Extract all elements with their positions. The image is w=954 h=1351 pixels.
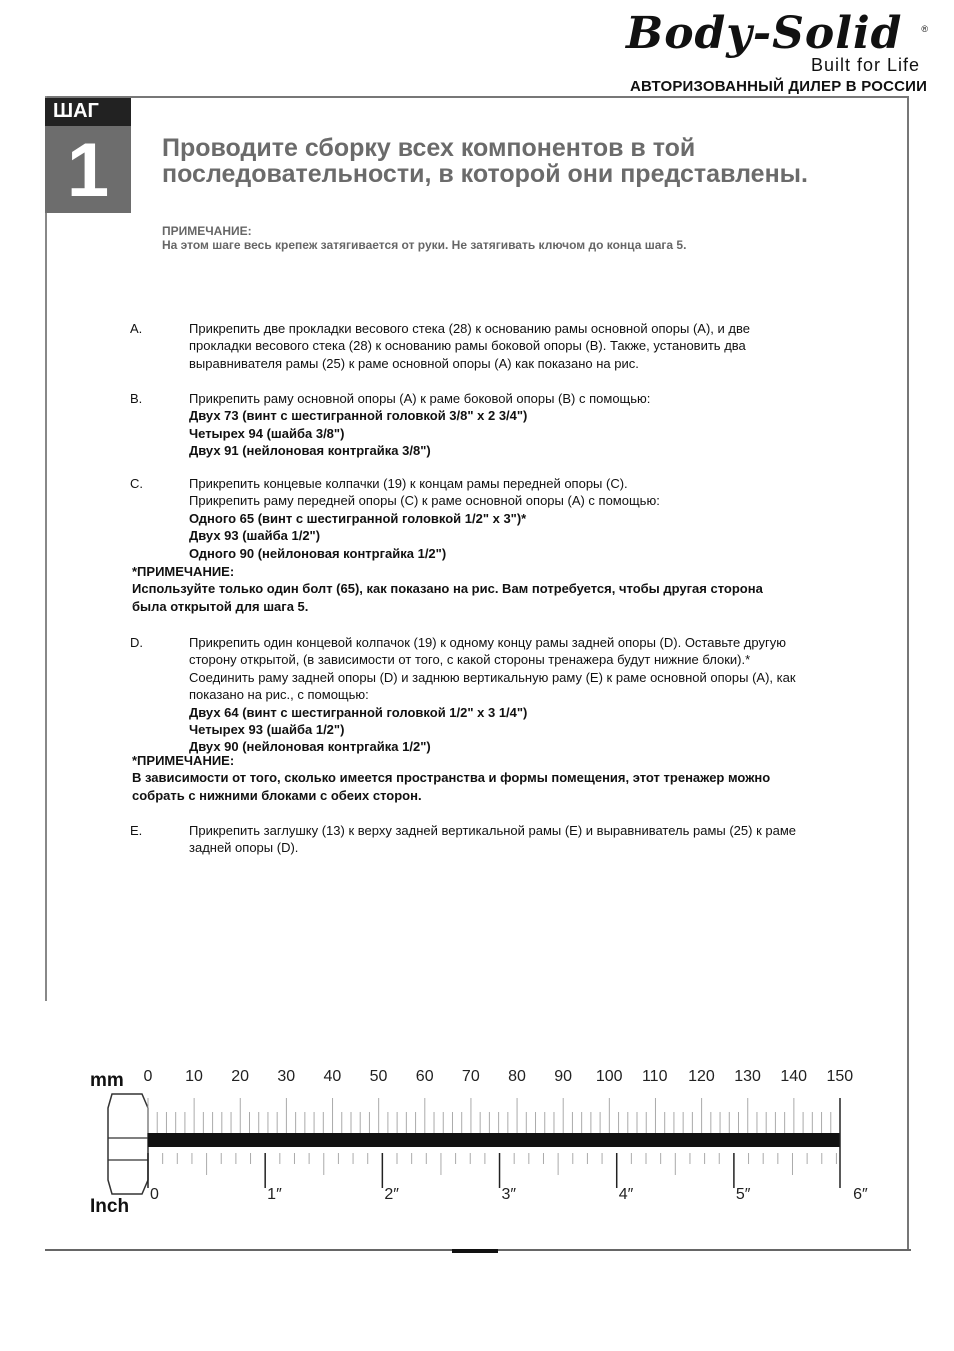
mm-tick-label: 80 <box>508 1068 526 1085</box>
instruction-line: Прикрепить заглушку (13) к верху задней вертикальной рамы (E) и выравниватель рамы (25) к раме <box>189 823 797 838</box>
mm-tick-label: 150 <box>826 1068 854 1085</box>
inch-tick-label: 1″ <box>267 1186 282 1203</box>
instruction-letter: D. <box>130 635 143 650</box>
note-title: *ПРИМЕЧАНИЕ: <box>132 564 235 579</box>
bolt-shaft <box>148 1133 840 1147</box>
inch-tick-label: 2″ <box>384 1186 399 1203</box>
hardware-line: Одного 65 (винт с шестигранной головкой 1/2" x 3")* <box>189 510 527 526</box>
step-number: 1 <box>66 128 110 213</box>
step-badge <box>45 98 131 213</box>
step-note-title: ПРИМЕЧАНИЕ: <box>162 224 252 238</box>
instruction-line: задней опоры (D). <box>189 840 299 856</box>
instruction-line: Прикрепить раму основной опоры (A) к раме боковой опоры (B) с помощью: <box>189 391 651 406</box>
bolt-head-icon <box>108 1094 148 1194</box>
step-note-text: На этом шаге весь крепеж затягивается от руки. Не затягивать ключом до конца шага 5. <box>162 238 687 252</box>
instruction-line: Прикрепить концевые колпачки (19) к концам рамы передней опоры (C). <box>189 476 628 491</box>
inch-tick-label: 0 <box>150 1186 159 1203</box>
mm-tick-label: 70 <box>461 1068 480 1085</box>
step-note <box>162 224 812 252</box>
mm-tick-label: 30 <box>277 1068 296 1085</box>
panel-left-border <box>45 96 47 1001</box>
instruction-line: сторону открытой, (в зависимости от того, с какой стороны тренажера будут нижние блоки).* <box>189 652 751 668</box>
brand-logo <box>626 8 928 75</box>
instruction-line: выравнивателя рамы (25) к раме основной опоры (A) как показано на рис. <box>189 355 639 371</box>
instruction-line: Прикрепить раму передней опоры (C) к раме основной опоры (A) с помощью: <box>189 493 660 509</box>
hardware-line: Двух 73 (винт с шестигранной головкой 3/8" х 2 3/4") <box>189 408 528 424</box>
panel-bottom-mark <box>452 1249 498 1253</box>
note-line: Используйте только один болт (65), как показано на рис. Вам потребуется, чтобы другая сторона <box>132 581 763 597</box>
mm-tick-label: 40 <box>323 1068 342 1085</box>
hardware-line: Двух 90 (нейлоновая контргайка 1/2") <box>189 739 431 755</box>
note-line: В зависимости от того, сколько имеется пространства и формы помещения, этот тренажер можно <box>132 770 771 786</box>
instruction-letter: B. <box>130 391 143 406</box>
step-heading-line: Проводите сборку всех компонентов в той <box>162 134 696 162</box>
instruction-b <box>130 390 830 460</box>
inch-tick-label: 6″ <box>853 1186 868 1203</box>
bolt-ruler <box>80 1060 880 1220</box>
step-label: ШАГ <box>53 100 99 122</box>
mm-tick-label: 110 <box>641 1068 668 1085</box>
mm-tick-label: 130 <box>734 1068 761 1085</box>
brand-tagline: Built for Life <box>810 55 920 75</box>
instruction-line: Прикрепить две прокладки весового стека (28) к основанию рамы основной опоры (A), и две <box>189 321 750 336</box>
mm-tick-label: 120 <box>688 1068 715 1085</box>
dealer-caption: АВТОРИЗОВАННЫЙ ДИЛЕР В РОССИИ <box>630 78 928 95</box>
hardware-line: Двух 93 (шайба 1/2") <box>189 528 321 544</box>
note-line: была открытой для шага 5. <box>132 598 309 614</box>
instruction-d-note <box>132 752 822 804</box>
step-heading <box>162 135 862 187</box>
hardware-line: Одного 90 (нейлоновая контргайка 1/2") <box>189 545 447 561</box>
brand-logo-wordmark: Body-Solid <box>626 8 903 59</box>
mm-label: mm <box>90 1070 124 1091</box>
mm-tick-label: 0 <box>143 1068 153 1085</box>
instruction-letter: A. <box>130 321 143 336</box>
registered-mark: ® <box>921 24 928 34</box>
instruction-d <box>130 634 830 756</box>
mm-tick-label: 10 <box>185 1068 203 1085</box>
mm-tick-label: 90 <box>554 1068 572 1085</box>
hardware-line: Четырех 94 (шайба 3/8") <box>189 425 345 441</box>
inch-tick-label: 4″ <box>618 1186 634 1203</box>
instruction-e <box>130 822 830 857</box>
inch-label: Inch <box>90 1196 130 1217</box>
hardware-line: Двух 91 (нейлоновая контргайка 3/8") <box>189 443 431 459</box>
instruction-line: показано на рис., с помощью: <box>189 687 369 703</box>
instruction-letter: C. <box>130 476 143 491</box>
instruction-c-note <box>132 563 822 615</box>
hardware-line: Двух 64 (винт с шестигранной головкой 1/2" x 3 1/4") <box>189 704 528 720</box>
instruction-c <box>130 475 830 562</box>
instruction-line: прокладки весового стека (28) к основанию рамы боковой опоры (B). Также, установить два <box>189 338 746 354</box>
mm-tick-label: 60 <box>415 1068 434 1085</box>
instruction-line: Соединить раму задней опоры (D) и заднюю вертикальную раму (E) к раме основной опоры (A), как <box>189 669 796 685</box>
hardware-line: Четырех 93 (шайба 1/2") <box>189 722 345 738</box>
instruction-line: Прикрепить один концевой колпачок (19) к одному концу рамы задней опоры (D). Оставьте другую <box>189 635 786 650</box>
note-title: *ПРИМЕЧАНИЕ: <box>132 753 235 768</box>
inch-tick-label: 3″ <box>501 1186 517 1203</box>
mm-tick-label: 50 <box>369 1068 388 1085</box>
inch-tick-label: 5″ <box>735 1186 751 1203</box>
mm-tick-label: 100 <box>595 1068 623 1085</box>
note-line: собрать с нижними блоками с обеих сторон. <box>132 787 422 803</box>
step-heading-line: последовательности, в которой они представлены. <box>162 160 808 188</box>
instruction-letter: E. <box>130 823 143 838</box>
mm-tick-label: 140 <box>780 1068 808 1085</box>
mm-tick-label: 20 <box>231 1068 250 1085</box>
instruction-a <box>130 320 830 372</box>
